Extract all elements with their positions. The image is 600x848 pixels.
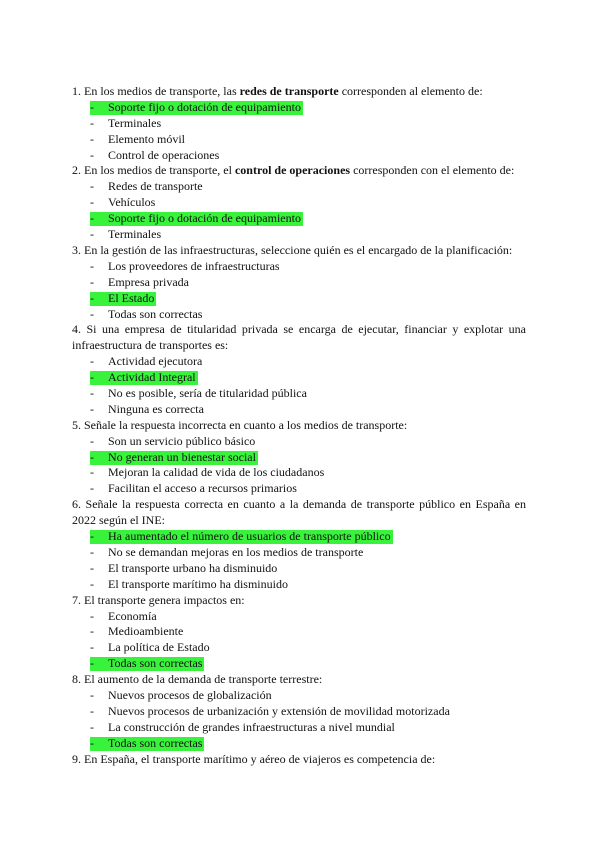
question-2 bbox=[72, 163, 526, 242]
option-text: Todas son correctas bbox=[108, 735, 203, 750]
bullet-dash: - bbox=[90, 465, 94, 480]
option bbox=[72, 307, 526, 323]
question-text bbox=[72, 418, 526, 434]
bullet-dash: - bbox=[90, 131, 94, 146]
option-text: Terminales bbox=[108, 227, 162, 242]
option-text: Ninguna es correcta bbox=[108, 401, 204, 416]
quiz-content bbox=[72, 84, 526, 767]
bullet-dash: - bbox=[90, 99, 94, 114]
bullet-dash: - bbox=[90, 576, 94, 591]
bullet-dash: - bbox=[90, 147, 94, 162]
option-correct bbox=[72, 736, 526, 752]
question-8 bbox=[72, 672, 526, 751]
option-text: Todas son correctas bbox=[108, 306, 203, 321]
option-correct bbox=[72, 100, 526, 116]
question-text-post: corresponden al elemento de: bbox=[338, 84, 483, 98]
option-text: Terminales bbox=[108, 115, 162, 130]
option bbox=[72, 577, 526, 593]
bullet-dash: - bbox=[90, 179, 94, 194]
option bbox=[72, 386, 526, 402]
options-list bbox=[72, 354, 526, 418]
question-text-pre: 1. En los medios de transporte, las bbox=[72, 84, 240, 98]
bullet-dash: - bbox=[90, 560, 94, 575]
option bbox=[72, 481, 526, 497]
options-list bbox=[72, 100, 526, 164]
option-text: Redes de transporte bbox=[108, 179, 203, 194]
question-text bbox=[72, 322, 526, 354]
option bbox=[72, 116, 526, 132]
question-text-pre: 5. Señale la respuesta incorrecta en cuanto a los medios de transporte: bbox=[72, 417, 408, 432]
option-correct bbox=[72, 529, 526, 545]
bullet-dash: - bbox=[90, 529, 94, 544]
bullet-dash: - bbox=[90, 735, 94, 750]
option-text: El Estado bbox=[108, 290, 155, 305]
option-text: Son un servicio público básico bbox=[108, 433, 256, 448]
question-text bbox=[72, 243, 526, 259]
option-text: La política de Estado bbox=[108, 640, 210, 655]
bullet-dash: - bbox=[90, 656, 94, 671]
option-text: No se demandan mejoras en los medios de transporte bbox=[108, 544, 364, 559]
bullet-dash: - bbox=[90, 258, 94, 273]
question-text bbox=[72, 593, 526, 609]
option-correct bbox=[72, 291, 526, 307]
option bbox=[72, 688, 526, 704]
bullet-dash: - bbox=[90, 401, 94, 416]
bullet-dash: - bbox=[90, 274, 94, 289]
option bbox=[72, 275, 526, 291]
option bbox=[72, 720, 526, 736]
option-correct bbox=[72, 211, 526, 227]
question-text-pre: 3. En la gestión de las infraestructuras, seleccione quién es el encargado de la planificación: bbox=[72, 242, 513, 257]
option-text: Ha aumentado el número de usuarios de transporte público bbox=[108, 529, 391, 544]
question-3 bbox=[72, 243, 526, 322]
question-9 bbox=[72, 752, 526, 768]
option-text: El transporte marítimo ha disminuido bbox=[108, 576, 288, 591]
question-text-pre: 2. En los medios de transporte, el bbox=[72, 163, 235, 178]
option-text: Medioambiente bbox=[108, 624, 184, 639]
bullet-dash: - bbox=[90, 354, 94, 369]
option-correct bbox=[72, 370, 526, 386]
option-text: Elemento móvil bbox=[108, 131, 185, 146]
option-text: No es posible, sería de titularidad pública bbox=[108, 386, 307, 400]
option-text: El transporte urbano ha disminuido bbox=[108, 560, 278, 575]
question-keyword: redes de transporte bbox=[239, 84, 339, 98]
option-correct bbox=[72, 450, 526, 466]
question-text bbox=[72, 752, 526, 768]
option bbox=[72, 179, 526, 195]
option bbox=[72, 402, 526, 418]
question-text-pre: 8. El aumento de la demanda de transporte terrestre: bbox=[72, 672, 323, 687]
question-text-post: corresponden con el elemento de: bbox=[350, 163, 515, 178]
option-text: Soporte fijo o dotación de equipamiento bbox=[108, 99, 301, 114]
question-6 bbox=[72, 497, 526, 592]
option-text: Vehículos bbox=[108, 195, 156, 210]
bullet-dash: - bbox=[90, 195, 94, 210]
bullet-dash: - bbox=[90, 688, 94, 702]
bullet-dash: - bbox=[90, 115, 94, 130]
bullet-dash: - bbox=[90, 481, 94, 496]
bullet-dash: - bbox=[90, 211, 94, 226]
option-text: Nuevos procesos de globalización bbox=[108, 688, 272, 702]
option-correct bbox=[72, 656, 526, 672]
question-text bbox=[72, 497, 526, 529]
option bbox=[72, 609, 526, 625]
question-keyword: control de operaciones bbox=[234, 163, 351, 178]
question-text bbox=[72, 84, 526, 100]
option-text: Todas son correctas bbox=[108, 656, 203, 671]
option bbox=[72, 354, 526, 370]
option-text: No generan un bienestar social bbox=[108, 449, 256, 464]
option-text: Economía bbox=[108, 608, 157, 623]
option-text: Los proveedores de infraestructuras bbox=[108, 258, 280, 273]
option bbox=[72, 545, 526, 561]
option bbox=[72, 465, 526, 481]
bullet-dash: - bbox=[90, 370, 94, 385]
bullet-dash: - bbox=[90, 624, 94, 639]
option bbox=[72, 640, 526, 656]
option bbox=[72, 561, 526, 577]
question-7 bbox=[72, 593, 526, 672]
option-text: Control de operaciones bbox=[108, 147, 220, 162]
option-text: Mejoran la calidad de vida de los ciudadanos bbox=[108, 465, 325, 480]
bullet-dash: - bbox=[90, 719, 94, 734]
option bbox=[72, 132, 526, 148]
question-text-pre: 4. Si una empresa de titularidad privada se encarga de ejecutar, financiar y explotar una infraestructura de transportes es: bbox=[72, 322, 526, 353]
bullet-dash: - bbox=[90, 227, 94, 242]
options-list bbox=[72, 529, 526, 593]
option-text: Empresa privada bbox=[108, 274, 189, 289]
option-text: La construcción de grandes infraestructuras a nivel mundial bbox=[108, 719, 395, 734]
question-1 bbox=[72, 84, 526, 163]
option bbox=[72, 195, 526, 211]
option-text: Actividad ejecutora bbox=[108, 354, 203, 369]
question-text bbox=[72, 163, 526, 179]
bullet-dash: - bbox=[90, 449, 94, 464]
question-text-pre: 6. Señale la respuesta correcta en cuanto a la demanda de transporte público en España en 2022 según el INE: bbox=[72, 497, 526, 528]
option bbox=[72, 148, 526, 164]
option bbox=[72, 434, 526, 450]
option bbox=[72, 227, 526, 243]
bullet-dash: - bbox=[90, 608, 94, 623]
option bbox=[72, 259, 526, 275]
options-list bbox=[72, 259, 526, 323]
bullet-dash: - bbox=[90, 703, 94, 718]
question-5 bbox=[72, 418, 526, 497]
option-text: Actividad Integral bbox=[108, 370, 196, 385]
option-text: Nuevos procesos de urbanización y extensión de movilidad motorizada bbox=[108, 703, 450, 718]
options-list bbox=[72, 688, 526, 752]
option-text: Facilitan el acceso a recursos primarios bbox=[108, 481, 297, 496]
bullet-dash: - bbox=[90, 306, 94, 321]
option bbox=[72, 624, 526, 640]
options-list bbox=[72, 179, 526, 243]
question-text bbox=[72, 672, 526, 688]
bullet-dash: - bbox=[90, 290, 94, 305]
bullet-dash: - bbox=[90, 544, 94, 559]
question-text-pre: 7. El transporte genera impactos en: bbox=[72, 592, 245, 607]
option bbox=[72, 704, 526, 720]
option-text: Soporte fijo o dotación de equipamiento bbox=[108, 211, 301, 226]
bullet-dash: - bbox=[90, 433, 94, 448]
bullet-dash: - bbox=[90, 640, 94, 655]
options-list bbox=[72, 609, 526, 673]
options-list bbox=[72, 434, 526, 498]
bullet-dash: - bbox=[90, 386, 94, 400]
question-4 bbox=[72, 322, 526, 417]
question-text-pre: 9. En España, el transporte marítimo y aéreo de viajeros es competencia de: bbox=[72, 751, 436, 766]
